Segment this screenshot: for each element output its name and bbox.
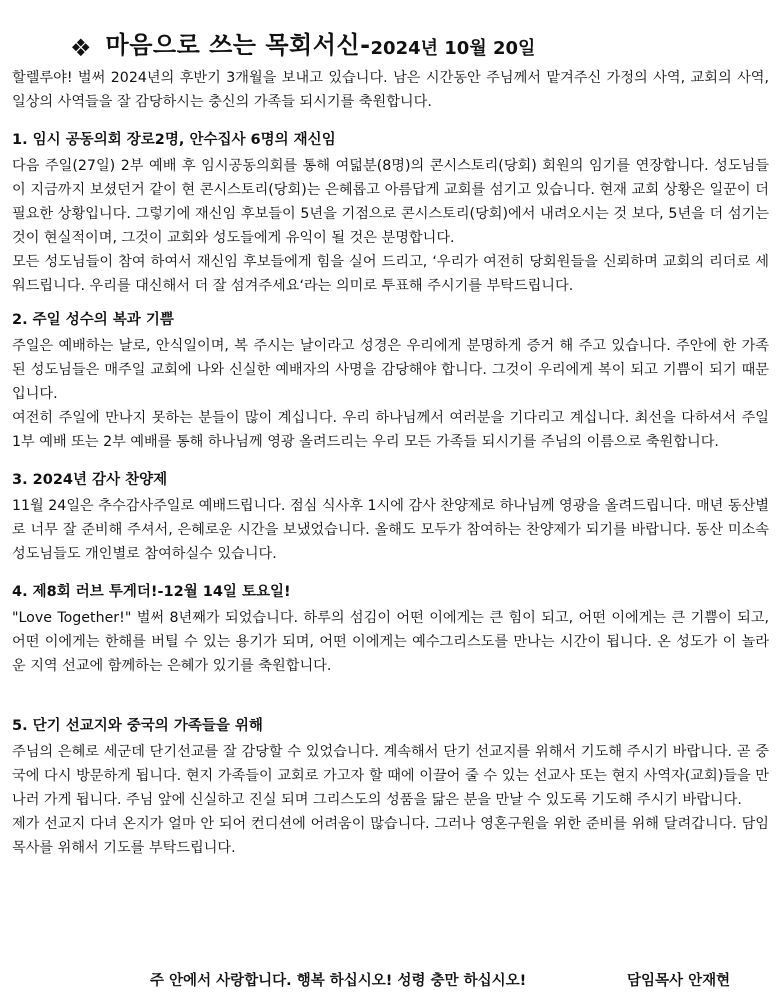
intro-paragraph: 할렐루야! 벌써 2024년의 후반기 3개월을 보내고 있습니다. 남은 시간동안 주님께서 맡겨주신 가정의 사역, 교회의 사역, 일상의 사역들을 잘 감당하시는 충신의 가족들 되시기를 축원합니다. bbox=[12, 70, 769, 110]
section-paragraph: 여전히 주일에 만나지 못하는 분들이 많이 계십니다. 우리 하나님께서 여러분을 기다리고 계십니다. 최선을 다하셔서 주일 1부 예배 또는 2부 예배를 통해 하나님께 영광 올려드리는 우리 모든 가족들 되시기를 주님의 이름으로 축원합니다. bbox=[12, 410, 769, 450]
pastor-signature: 담임목사 안재현 bbox=[627, 973, 731, 989]
section-heading: 2. 주일 성수의 복과 기쁨 bbox=[12, 312, 174, 328]
section-paragraph: 다음 주일(27일) 2부 예배 후 임시공동의회를 통해 여덟분(8명)의 콘시스토리(당회) 회원의 임기를 연장합니다. 성도님들이 지금까지 보셨던거 같이 현 콘시스토리(당회)는 은혜롭고 아름답게 교회를 섬기고 있습니다. 현재 교회 상황은 일꾼이 더 필요한 상황입니다. 그렇기에 재신임 후보들이 5년을 기점으로 콘시스토리(당회)에서 내려오시는 것 보다, 5년을 더 섬기는 것이 현실적이며, 그것이 교회와 성도들에게 유익이 될 것은 분명합니다. bbox=[12, 158, 769, 246]
section-paragraph: 주일은 예배하는 날로, 안식일이며, 복 주시는 날이라고 성경은 우리에게 분명하게 증거 해 주고 있습니다. 주안에 한 가족된 성도님들은 매주일 교회에 나와 신실한 예배자의 사명을 감당해야 합니다. 그것이 우리에게 복이 되고 기쁨이 되기 때문입니다. bbox=[12, 338, 769, 402]
section-heading: 3. 2024년 감사 찬양제 bbox=[12, 472, 168, 488]
section-3 bbox=[12, 468, 769, 566]
section-1 bbox=[12, 128, 769, 298]
closing-blessing: 주 안에서 사랑합니다. 행복 하십시오! 성령 충만 하십시오! bbox=[150, 973, 527, 989]
section-paragraph: 제가 선교지 다녀 온지가 얼마 안 되어 컨디션에 어려움이 많습니다. 그러나 영혼구원을 위한 준비를 위해 달려갑니다. 담임목사를 위해서 기도를 부탁드립니다. bbox=[12, 816, 769, 856]
section-2 bbox=[12, 308, 769, 454]
section-5 bbox=[12, 714, 769, 860]
diamond-bullet-icon: ❖ bbox=[70, 34, 92, 62]
letter-date: 2024년 10월 20일 bbox=[370, 38, 536, 59]
section-paragraph: "Love Together!" 벌써 8년째가 되었습니다. 하루의 섬김이 어떤 이에게는 큰 힘이 되고, 어떤 이에게는 큰 기쁨이 되고, 어떤 이에게는 한해를 버틸 수 있는 용기가 되며, 어떤 이에게는 예수그리스도를 만나는 시간이 됩니다. 온 성도가 이 놀라운 지역 선교에 함께하는 은혜가 있기를 축원합니다. bbox=[12, 610, 769, 674]
section-paragraph: 주님의 은혜로 세군데 단기선교를 잘 감당할 수 있었습니다. 계속해서 단기 선교지를 위해서 기도해 주시기 바랍니다. 곧 중국에 다시 방문하게 됩니다. 현지 가족들이 교회로 가고자 할 때에 이끌어 줄 수 있는 선교사 또는 현지 사역자(교회)들을 만나러 가게 됩니다. 주님 앞에 신실하고 진실 되며 그리스도의 성품을 닮은 분을 만날 수 있도록 기도해 주시기 바랍니다. bbox=[12, 744, 769, 808]
section-heading: 5. 단기 선교지와 중국의 가족들을 위해 bbox=[12, 718, 263, 734]
section-heading: 1. 임시 공동의회 장로2명, 안수집사 6명의 재신임 bbox=[12, 132, 336, 148]
section-paragraph: 11월 24일은 추수감사주일로 예배드립니다. 점심 식사후 1시에 감사 찬양제로 하나님께 영광을 올려드립니다. 매년 동산별로 너무 잘 준비해 주셔서, 은혜로운 시간을 보냈었습니다. 올해도 모두가 참여하는 찬양제가 되기를 바랍니다. 동산 미소속 성도님들도 개인별로 참여하실수 있습니다. bbox=[12, 498, 769, 562]
letter-header bbox=[12, 0, 769, 60]
section-heading: 4. 제8회 러브 투게더!-12월 14일 토요일! bbox=[12, 584, 291, 600]
letter-title: 마음으로 쓰는 목회서신- bbox=[105, 31, 371, 59]
section-paragraph: 모든 성도님들이 참여 하여서 재신임 후보들에게 힘을 실어 드리고, ‘우리가 여전히 당회원들을 신뢰하며 교회의 리더로 세워드립니다. 우리를 대신해서 더 잘 섬겨주세요‘라는 의미로 투표해 주시기를 부탁드립니다. bbox=[12, 254, 769, 294]
section-4 bbox=[12, 580, 769, 678]
